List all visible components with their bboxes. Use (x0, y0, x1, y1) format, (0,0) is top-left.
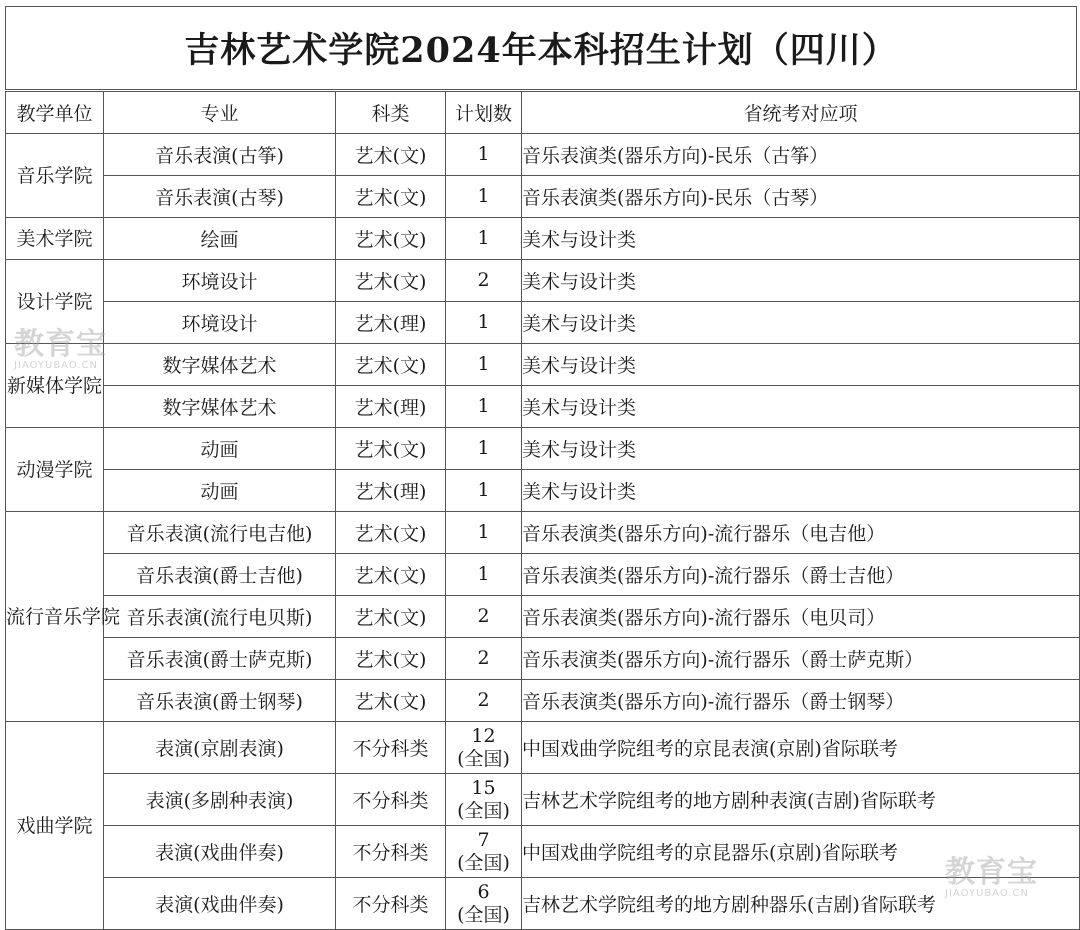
category-cell: 艺术(理) (336, 470, 446, 512)
provincial-exam-cell: 美术与设计类 (522, 302, 1080, 344)
provincial-exam-cell: 美术与设计类 (522, 428, 1080, 470)
category-cell: 艺术(文) (336, 344, 446, 386)
provincial-exam-cell: 美术与设计类 (522, 386, 1080, 428)
watermark-logo-text: 教育宝 (14, 327, 107, 362)
provincial-exam-cell: 音乐表演类(器乐方向)-流行器乐（爵士萨克斯） (522, 638, 1080, 680)
count-cell (446, 638, 522, 680)
count-value: 1 (477, 227, 490, 249)
major-cell: 音乐表演(古琴) (104, 176, 336, 218)
table-row (6, 302, 1080, 344)
major-cell: 环境设计 (104, 302, 336, 344)
table-row (6, 826, 1080, 878)
table-row (6, 428, 1080, 470)
provincial-exam-cell: 美术与设计类 (522, 344, 1080, 386)
count-value: 6 (477, 880, 490, 903)
table-row (6, 554, 1080, 596)
major-cell: 音乐表演(流行电贝斯) (104, 596, 336, 638)
provincial-exam-cell: 吉林艺术学院组考的地方剧种器乐(吉剧)省际联考 (522, 878, 1080, 930)
major-cell: 表演(戏曲伴奏) (104, 826, 336, 878)
major-cell: 音乐表演(爵士吉他) (104, 554, 336, 596)
category-cell: 艺术(文) (336, 428, 446, 470)
count-cell (446, 176, 522, 218)
header-provincial-exam: 省统考对应项 (522, 92, 1080, 134)
category-cell: 艺术(文) (336, 218, 446, 260)
count-cell (446, 774, 522, 826)
major-cell: 音乐表演(流行电吉他) (104, 512, 336, 554)
unit-cell: 流行音乐学院 (6, 512, 104, 722)
table-body (6, 134, 1080, 930)
table-row (6, 878, 1080, 930)
count-value: 1 (477, 143, 490, 165)
major-cell: 环境设计 (104, 260, 336, 302)
count-value: 2 (477, 647, 490, 669)
table-row (6, 512, 1080, 554)
table-row (6, 596, 1080, 638)
category-cell: 艺术(文) (336, 176, 446, 218)
category-cell: 艺术(文) (336, 512, 446, 554)
count-cell (446, 878, 522, 930)
count-value: 15 (471, 776, 496, 799)
major-cell: 音乐表演(爵士萨克斯) (104, 638, 336, 680)
provincial-exam-cell: 音乐表演类(器乐方向)-民乐（古琴） (522, 176, 1080, 218)
watermark-url: JIAOYUBAO.CN (14, 360, 98, 371)
watermark-logo-text: 教育宝 (945, 855, 1038, 890)
count-cell (446, 596, 522, 638)
count-cell (446, 428, 522, 470)
count-cell (446, 260, 522, 302)
table-row (6, 470, 1080, 512)
category-cell: 艺术(文) (336, 680, 446, 722)
major-cell: 数字媒体艺术 (104, 344, 336, 386)
count-note: (全国) (457, 903, 510, 926)
count-cell (446, 722, 522, 774)
count-value: 1 (477, 563, 490, 585)
enrollment-plan-table (5, 91, 1080, 930)
category-cell: 艺术(文) (336, 596, 446, 638)
table-row (6, 638, 1080, 680)
count-cell (446, 344, 522, 386)
count-note: (全国) (457, 747, 510, 770)
table-row (6, 774, 1080, 826)
unit-cell: 美术学院 (6, 218, 104, 260)
provincial-exam-cell: 中国戏曲学院组考的京昆器乐(京剧)省际联考 (522, 826, 1080, 878)
provincial-exam-cell: 音乐表演类(器乐方向)-流行器乐（爵士钢琴） (522, 680, 1080, 722)
table-row (6, 386, 1080, 428)
count-cell (446, 680, 522, 722)
major-cell: 数字媒体艺术 (104, 386, 336, 428)
count-value: 12 (471, 724, 496, 747)
category-cell: 不分科类 (336, 878, 446, 930)
count-value: 1 (477, 479, 490, 501)
table-row (6, 722, 1080, 774)
unit-cell: 设计学院 (6, 260, 104, 344)
category-cell: 艺术(文) (336, 554, 446, 596)
major-cell: 表演(京剧表演) (104, 722, 336, 774)
major-cell: 绘画 (104, 218, 336, 260)
header-major: 专业 (104, 92, 336, 134)
count-value: 1 (477, 521, 490, 543)
category-cell: 不分科类 (336, 826, 446, 878)
table-row (6, 344, 1080, 386)
unit-cell: 音乐学院 (6, 134, 104, 218)
count-cell (446, 554, 522, 596)
provincial-exam-cell: 音乐表演类(器乐方向)-流行器乐（爵士吉他） (522, 554, 1080, 596)
major-cell: 表演(戏曲伴奏) (104, 878, 336, 930)
category-cell: 艺术(理) (336, 302, 446, 344)
count-value: 1 (477, 185, 490, 207)
major-cell: 音乐表演(爵士钢琴) (104, 680, 336, 722)
header-category: 科类 (336, 92, 446, 134)
major-cell: 动画 (104, 428, 336, 470)
count-cell (446, 826, 522, 878)
provincial-exam-cell: 中国戏曲学院组考的京昆表演(京剧)省际联考 (522, 722, 1080, 774)
provincial-exam-cell: 音乐表演类(器乐方向)-流行器乐（电吉他） (522, 512, 1080, 554)
header-row (6, 92, 1080, 134)
count-value: 1 (477, 353, 490, 375)
provincial-exam-cell: 音乐表演类(器乐方向)-流行器乐（电贝司） (522, 596, 1080, 638)
header-unit: 教学单位 (6, 92, 104, 134)
major-cell: 动画 (104, 470, 336, 512)
category-cell: 艺术(文) (336, 638, 446, 680)
count-cell (446, 134, 522, 176)
watermark-url: JIAOYUBAO.CN (945, 888, 1029, 899)
count-value: 2 (477, 689, 490, 711)
category-cell: 不分科类 (336, 774, 446, 826)
table-row (6, 680, 1080, 722)
header-count: 计划数 (446, 92, 522, 134)
count-note: (全国) (457, 851, 510, 874)
count-cell (446, 302, 522, 344)
count-value: 2 (477, 269, 490, 291)
count-cell (446, 386, 522, 428)
unit-cell: 戏曲学院 (6, 722, 104, 930)
category-cell: 不分科类 (336, 722, 446, 774)
count-value: 2 (477, 605, 490, 627)
category-cell: 艺术(理) (336, 386, 446, 428)
page-title: 吉林艺术学院2024年本科招生计划（四川） (5, 6, 1077, 90)
major-cell: 表演(多剧种表演) (104, 774, 336, 826)
provincial-exam-cell: 音乐表演类(器乐方向)-民乐（古筝） (522, 134, 1080, 176)
count-value: 1 (477, 395, 490, 417)
table-row (6, 134, 1080, 176)
table-row (6, 218, 1080, 260)
table-row (6, 260, 1080, 302)
category-cell: 艺术(文) (336, 134, 446, 176)
count-note: (全国) (457, 799, 510, 822)
count-value: 1 (477, 437, 490, 459)
count-cell (446, 218, 522, 260)
count-cell (446, 470, 522, 512)
count-value: 1 (477, 311, 490, 333)
provincial-exam-cell: 美术与设计类 (522, 260, 1080, 302)
provincial-exam-cell: 美术与设计类 (522, 218, 1080, 260)
category-cell: 艺术(文) (336, 260, 446, 302)
provincial-exam-cell: 美术与设计类 (522, 470, 1080, 512)
provincial-exam-cell: 吉林艺术学院组考的地方剧种表演(吉剧)省际联考 (522, 774, 1080, 826)
count-value: 7 (477, 828, 490, 851)
unit-cell: 新媒体学院 (6, 344, 104, 428)
count-cell (446, 512, 522, 554)
major-cell: 音乐表演(古筝) (104, 134, 336, 176)
table-row (6, 176, 1080, 218)
unit-cell: 动漫学院 (6, 428, 104, 512)
